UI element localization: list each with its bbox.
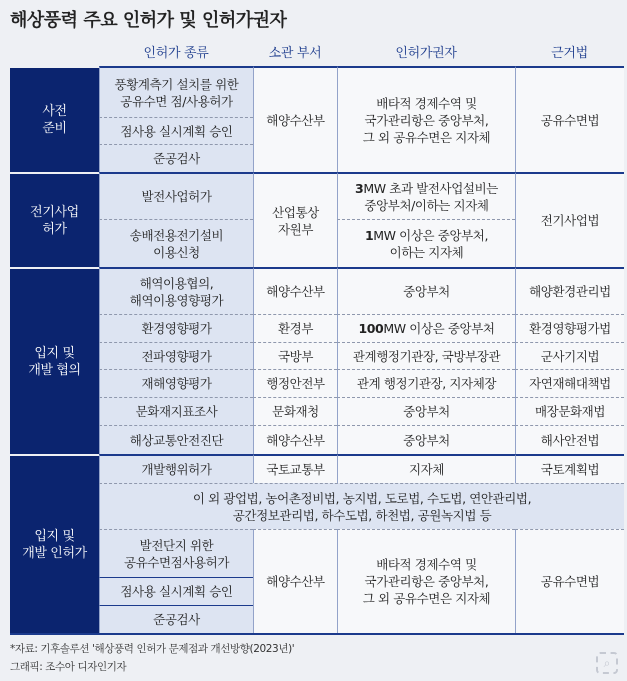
authority-cell: 배타적 경제수역 및 국가관리항은 중앙부처, 그 외 공유수면은 지자체 <box>337 529 515 633</box>
page-title: 해상풍력 주요 인허가 및 인허가권자 <box>10 10 287 31</box>
department-cell: 해양수산부 <box>253 267 337 314</box>
authority-bold: 1 <box>364 227 374 243</box>
department-cell: 산업통상 자원부 <box>253 172 337 267</box>
authority-text: MW 이상은 중앙부처, 이하는 지자체 <box>373 227 489 260</box>
authority-cell: 지자체 <box>337 454 515 483</box>
permit-cell: 재해영향평가 <box>99 369 253 397</box>
authority-cell: 중앙부처 <box>337 425 515 454</box>
department-cell: 국방부 <box>253 342 337 369</box>
authority-cell: 배타적 경제수역 및 국가관리항은 중앙부처, 그 외 공유수면은 지자체 <box>337 66 515 172</box>
permit-cell: 해역이용협의, 해역이용영향평가 <box>99 267 253 314</box>
permit-cell: 송배전용전기설비 이용신청 <box>99 219 253 267</box>
permit-cell: 준공검사 <box>99 605 253 633</box>
permit-cell: 풍황계측기 설치를 위한 공유수면 점/사용허가 <box>99 66 253 117</box>
header-authority: 인허가권자 <box>395 46 457 61</box>
table-bottom-border <box>10 633 624 635</box>
authority-bold: 3 <box>355 180 364 196</box>
source-note: *자료: 기후솔루션 '해상풍력 인허가 문제점과 개선방향(2023년)' <box>10 643 295 655</box>
department-cell: 행정안전부 <box>253 369 337 397</box>
department-cell: 국토교통부 <box>253 454 337 483</box>
department-cell: 해양수산부 <box>253 66 337 172</box>
authority-cell: 중앙부처 <box>337 397 515 425</box>
authority-text: MW 초과 발전사업설비는 중앙부처/이하는 지자체 <box>363 180 498 213</box>
department-cell: 문화재청 <box>253 397 337 425</box>
law-cell: 매장문화재법 <box>515 397 624 425</box>
law-cell: 군사기지법 <box>515 342 624 369</box>
permit-cell: 발전사업허가 <box>99 172 253 219</box>
header-department: 소관 부서 <box>268 46 322 61</box>
graphic-credit: 그래픽: 조수아 디자인기자 <box>10 661 127 673</box>
permit-cell: 환경영향평가 <box>99 314 253 342</box>
category-cell: 입지 및 개발 협의 <box>10 267 99 454</box>
permit-cell: 점사용 실시계획 승인 <box>99 117 253 144</box>
law-cell: 해사안전법 <box>515 425 624 454</box>
authority-cell: 관계행정기관장, 국방부장관 <box>337 342 515 369</box>
permit-cell: 점사용 실시계획 승인 <box>99 577 253 605</box>
department-cell: 해양수산부 <box>253 425 337 454</box>
permit-cell: 발전단지 위한 공유수면점사용허가 <box>99 529 253 577</box>
law-cell: 공유수면법 <box>515 529 624 633</box>
law-cell: 공유수면법 <box>515 66 624 172</box>
category-cell: 사전 준비 <box>10 66 99 172</box>
authority-cell: 관계 행정기관장, 지자체장 <box>337 369 515 397</box>
permit-cell: 전파영향평가 <box>99 342 253 369</box>
permit-cell: 문화재지표조사 <box>99 397 253 425</box>
other-laws-cell: 이 외 광업법, 농어촌정비법, 농지법, 도로법, 수도법, 연안관리법, 공간정보관리법, 하수도법, 하천법, 공원녹지법 등 <box>99 483 624 529</box>
authority-cell <box>337 219 515 267</box>
permit-cell: 개발행위허가 <box>99 454 253 483</box>
authority-cell <box>337 172 515 219</box>
header-law: 근거법 <box>551 46 588 61</box>
permit-cell: 준공검사 <box>99 144 253 172</box>
permit-cell: 해상교통안전진단 <box>99 425 253 454</box>
law-cell: 해양환경관리법 <box>515 267 624 314</box>
department-cell: 환경부 <box>253 314 337 342</box>
authority-text: MW 이상은 중앙부처 <box>383 321 495 336</box>
law-cell: 자연재해대책법 <box>515 369 624 397</box>
zoom-search-icon[interactable]: ⌕ <box>596 652 618 674</box>
law-cell: 환경영향평가법 <box>515 314 624 342</box>
authority-bold: 100 <box>358 321 384 336</box>
authority-cell: 중앙부처 <box>337 267 515 314</box>
department-cell: 해양수산부 <box>253 529 337 633</box>
category-cell: 입지 및 개발 인허가 <box>10 454 99 633</box>
category-cell: 전기사업 허가 <box>10 172 99 267</box>
authority-cell <box>337 314 515 342</box>
law-cell: 전기사업법 <box>515 172 624 267</box>
header-permit-type: 인허가 종류 <box>143 46 209 61</box>
law-cell: 국토계획법 <box>515 454 624 483</box>
